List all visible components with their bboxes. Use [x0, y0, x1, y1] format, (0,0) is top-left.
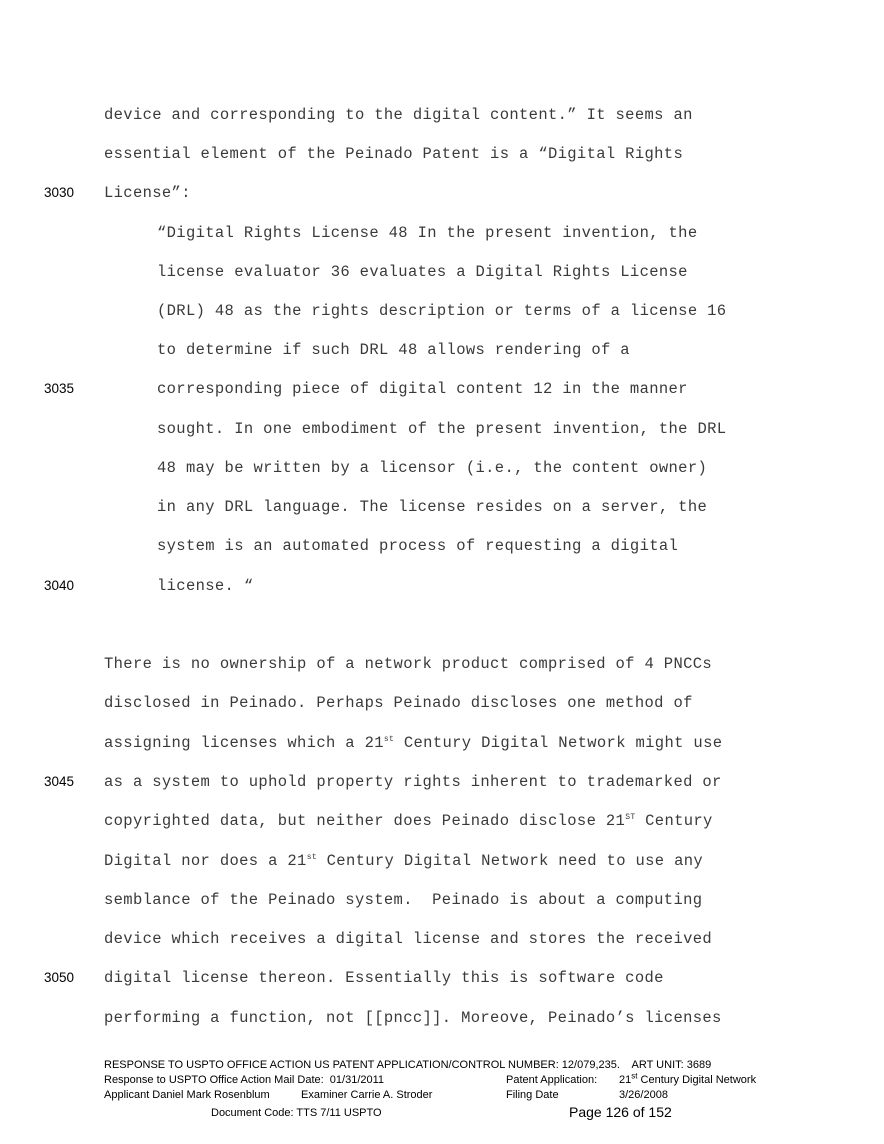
footer-mail-date: Response to USPTO Office Action Mail Date: 01/31/2011 — [104, 1074, 385, 1086]
page-number — [569, 1104, 672, 1120]
quote-line: to determine if such DRL 48 allows rendering of a — [157, 341, 630, 359]
footer-filing-date: 3/26/2008 — [619, 1089, 668, 1101]
body-line — [104, 811, 713, 831]
superscript: st — [306, 852, 317, 862]
text-run: copyrighted data, but neither does Peinado disclose 21 — [104, 812, 626, 830]
superscript: st — [631, 1071, 638, 1081]
text-run: 21 — [619, 1074, 632, 1086]
quote-line: 48 may be written by a licensor (i.e., the content owner) — [157, 459, 708, 477]
body-line: essential element of the Peinado Patent is a “Digital Rights — [104, 145, 684, 163]
text-run: Century Digital Network might use — [394, 734, 723, 752]
body-line: digital license thereon. Essentially this is software code — [104, 969, 664, 987]
body-line — [104, 851, 703, 871]
body-line: as a system to uphold property rights inherent to trademarked or — [104, 773, 722, 791]
footer-patent-application-label: Patent Application: — [506, 1074, 598, 1086]
footer-applicant: Applicant Daniel Mark Rosenblum — [104, 1089, 270, 1101]
quote-line: license. “ — [157, 577, 254, 595]
text-run: Century — [635, 812, 713, 830]
footer-line: RESPONSE TO USPTO OFFICE ACTION US PATENT APPLICATION/CONTROL NUMBER: 12/079,235. ART UNIT: 3689 — [104, 1059, 712, 1071]
body-line: device and corresponding to the digital content.” It seems an — [104, 106, 693, 124]
quote-line: “Digital Rights License 48 In the present invention, the — [157, 224, 698, 242]
footer-document-code: Document Code: TTS 7/11 USPTO — [211, 1107, 382, 1119]
line-number: 3040 — [44, 578, 75, 593]
body-line: License”: — [104, 184, 191, 202]
text-run: of — [628, 1104, 649, 1120]
page-total: 152 — [648, 1104, 672, 1120]
line-number: 3030 — [44, 185, 75, 200]
text-run: Page — [569, 1104, 606, 1120]
line-number: 3035 — [44, 381, 75, 396]
body-line: device which receives a digital license and stores the received — [104, 930, 713, 948]
superscript: ST — [625, 812, 636, 822]
quote-line: (DRL) 48 as the rights description or terms of a license 16 — [157, 302, 727, 320]
body-line: semblance of the Peinado system. Peinado is about a computing — [104, 891, 703, 909]
superscript: st — [383, 734, 395, 744]
text-run: Digital nor does a 21 — [104, 852, 307, 870]
footer-filing-date-label: Filing Date — [506, 1089, 559, 1101]
body-line — [104, 733, 722, 753]
body-line: There is no ownership of a network product comprised of 4 PNCCs — [104, 655, 713, 673]
quote-line: license evaluator 36 evaluates a Digital Rights License — [157, 263, 688, 281]
body-line: performing a function, not [[pncc]]. Moreove, Peinado’s licenses — [104, 1009, 722, 1027]
text-run: Century Digital Network need to use any — [317, 852, 704, 870]
text-run: Century Digital Network — [637, 1074, 757, 1086]
footer-application-title — [619, 1071, 757, 1087]
line-number: 3045 — [44, 774, 75, 789]
footer-examiner: Examiner Carrie A. Stroder — [301, 1089, 433, 1101]
quote-line: system is an automated process of requesting a digital — [157, 537, 679, 555]
quote-line: sought. In one embodiment of the present invention, the DRL — [157, 420, 727, 438]
text-run: assigning licenses which a 21 — [104, 734, 384, 752]
quote-line: in any DRL language. The license resides on a server, the — [157, 498, 708, 516]
body-line: disclosed in Peinado. Perhaps Peinado discloses one method of — [104, 694, 693, 712]
page-current: 126 — [605, 1104, 629, 1120]
quote-line: corresponding piece of digital content 12 in the manner — [157, 380, 688, 398]
line-number: 3050 — [44, 970, 75, 985]
